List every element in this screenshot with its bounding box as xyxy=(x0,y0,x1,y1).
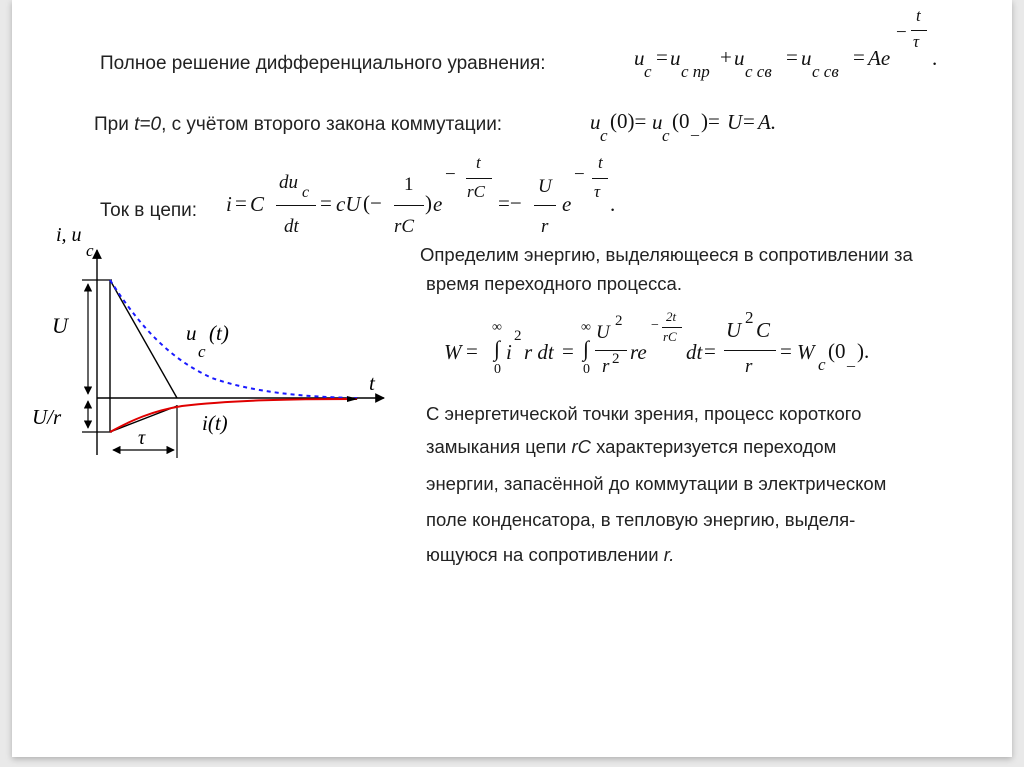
tau-label: τ xyxy=(138,427,146,449)
full-solution-formula: u c = u с пр + u с св = u с св = Ae − t τ . xyxy=(634,6,938,81)
energy-intro xyxy=(420,244,1020,304)
y-axis-sub: c xyxy=(86,241,94,260)
conclusion-line-5-a: ющуюся на сопротивлении xyxy=(426,544,664,565)
i-curve xyxy=(110,399,357,432)
conclusion-line-5-r: r. xyxy=(663,544,675,565)
slide xyxy=(12,0,1012,757)
y-axis-label: i, u xyxy=(56,224,82,246)
uc-tangent-line xyxy=(110,280,177,398)
uc-arg: (t) xyxy=(209,321,229,345)
current-formula: i = C du c dt = cU (− 1 rC ) e − t rC =− U r e − t τ . xyxy=(226,153,616,237)
conclusion-line-2-a: замыкания цепи xyxy=(426,436,572,457)
i-label: i(t) xyxy=(202,411,228,435)
current-label: Ток в цепи: xyxy=(100,200,198,221)
commutation-label-b: , с учётом второго закона коммутации: xyxy=(161,114,503,135)
x-axis-label: t xyxy=(369,371,375,395)
energy-formula: W = ∞ ∫ 0 i 2 r dt = ∞ ∫ 0 U 2 r 2 re − 2t rC dt = U 2 C r = W c (0 _ ). xyxy=(444,308,870,377)
uc-curve xyxy=(110,280,357,398)
energy-intro-line-2: время переходного процесса. xyxy=(426,273,682,294)
conclusion-line-2-b: характеризуется переходом xyxy=(590,436,837,457)
energy-intro-line-1: Определим энергию, выделяющееся в сопротивлении за xyxy=(420,244,913,265)
conclusion-line-1: С энергетической точки зрения, процесс короткого xyxy=(426,403,862,424)
uc-label: u xyxy=(186,321,197,345)
full-solution-label: Полное решение дифференциального уравнения: xyxy=(100,53,546,74)
conclusion-line-2 xyxy=(426,436,836,458)
uc-sub: c xyxy=(198,342,206,361)
commutation-label-a: При xyxy=(94,114,135,135)
curve-end-marker xyxy=(347,396,358,402)
conclusion-line-5 xyxy=(426,544,674,566)
U-label: U xyxy=(52,313,68,338)
transient-graph xyxy=(12,0,412,480)
conclusion-line-4: поле конденсатора, в тепловую энергию, выделя- xyxy=(426,509,856,530)
conclusion-line-3: энергии, запасённой до коммутации в электрическом xyxy=(426,473,887,494)
conclusion-paragraph xyxy=(426,403,1006,573)
commutation-formula: u с (0)= u с (0 _ )= U = A. xyxy=(590,109,777,145)
conclusion-line-2-rc: rC xyxy=(571,436,591,457)
Ur-label: U/r xyxy=(32,405,62,429)
commutation-label-t0: t=0 xyxy=(134,114,162,135)
